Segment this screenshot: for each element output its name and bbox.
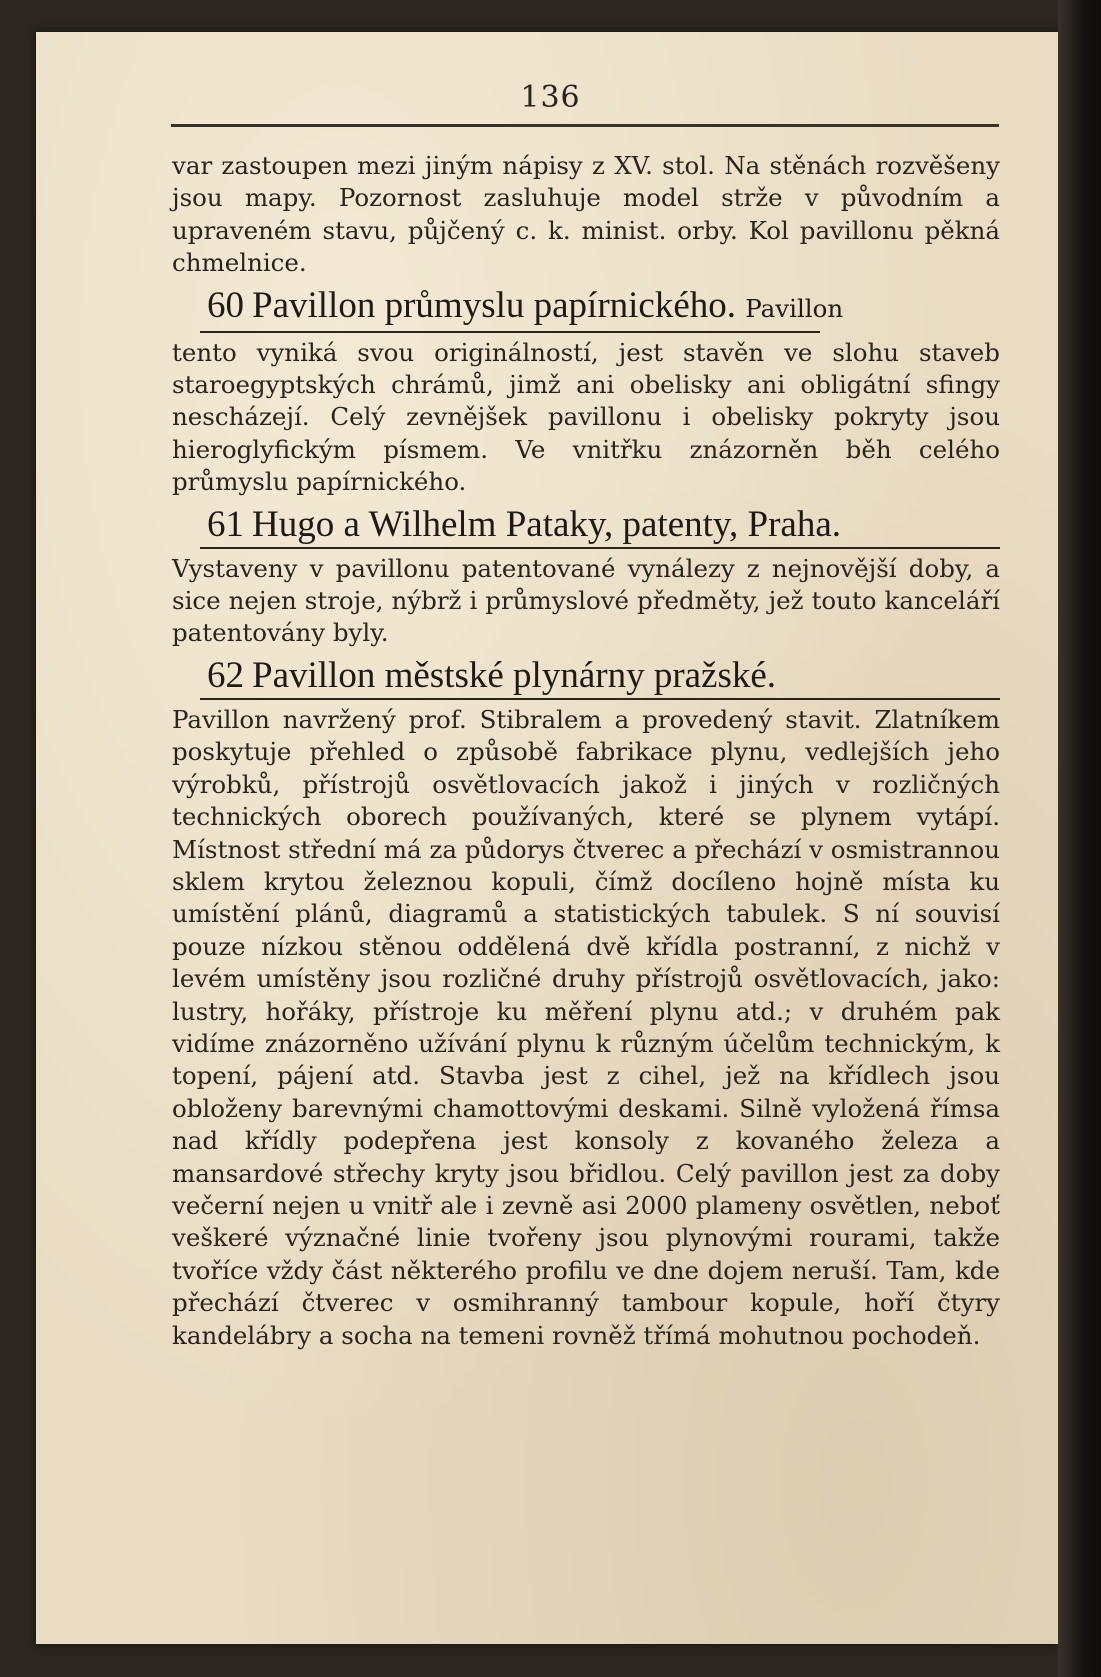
- entry-title: Pavillon městské plynárny pražské.: [252, 654, 777, 696]
- book-spine-edge: [1058, 0, 1101, 1677]
- entry-61-body: Vystaveny v pavillonu patentované vynálezy z nejnovější doby, a sice nejen stroje, nýbrž i průmyslové předměty, jež touto kanceláří patentovány byly.: [172, 553, 1000, 648]
- entry-60-heading: [172, 286, 1000, 329]
- page-number: 136: [520, 80, 581, 115]
- page-text: [172, 150, 1000, 1352]
- entry-title-tail: Pavillon: [745, 293, 844, 323]
- entry-60-body: tento vyniká svou originálností, jest stavěn ve slohu staveb staroegyptských chrámů, jimž ani obelisky ani obligátní sfingy nescházejí. Celý zevnějšek pavillonu i obelisky pokryty jsou hieroglyfickým písmem. Ve vnitřku znázorněn běh celého průmyslu papírnického.: [172, 337, 1000, 497]
- entry-title: Pavillon průmyslu papírnického.: [252, 284, 737, 326]
- entry-61-heading: [172, 505, 1000, 545]
- intro-paragraph: var zastoupen mezi jiným nápisy z XV. stol. Na stěnách rozvěšeny jsou mapy. Pozornost zasluhuje model strže v původním a upraveném stavu, půjčený c. k. minist. orby. Kol pavillonu pěkná chmelnice.: [172, 151, 1000, 278]
- heading-underline: [200, 331, 820, 333]
- entry-title: Hugo a Wilhelm Pataky, patenty, Praha.: [252, 503, 842, 545]
- entry-62-heading: [172, 656, 1000, 696]
- entry-number: 61: [207, 503, 244, 545]
- entry-62-body: Pavillon navržený prof. Stibralem a provedený stavit. Zlatníkem poskytuje přehled o způsobě fabrikace plynu, vedlejších jeho výrobků, přístrojů osvětlovacích jakož i jiných v rozličných technických oborech používaných, které se plynem vytápí. Místnost střední má za půdorys čtverec a přechází v osmistrannou sklem krytou železnou kopuli, čímž docíleno hojně místa ku umístění plánů, diagramů a statistických tabulek. S ní souvisí pouze nízkou stěnou oddělená dvě křídla postranní, z nichž v levém umístěny jsou rozličné druhy přístrojů osvětlovacích, jako: lustry, hořáky, přístroje ku měření plynu atd.; v druhém pak vidíme znázorněno užívání plynu k různým účelům technickým, k topení, pájení atd. Stavba jest z cihel, jež na křídlech jsou obloženy barevnými chamottovými deskami. Silně vyložená římsa nad křídly podepřena jest konsoly z kovaného železa a mansardové střechy kryty jsou břidlou. Celý pavillon jest za doby večerní nejen u vnitř ale i zevně asi 2000 plameny osvětlen, neboť veškeré význačné linie tvořeny jsou plynovými rourami, takže tvoříce vždy část některého profilu ve dne dojem neruší. Tam, kde přechází čtverec v osmihranný tambour kopule, hoří čtyry kandelábry a socha na temeni rovněž třímá mohutnou pochodeň.: [172, 704, 1000, 1350]
- header-rule: [171, 124, 999, 127]
- entry-number: 62: [207, 654, 244, 696]
- entry-number: 60: [207, 284, 244, 326]
- heading-underline: [200, 698, 1000, 700]
- heading-underline: [200, 547, 1000, 549]
